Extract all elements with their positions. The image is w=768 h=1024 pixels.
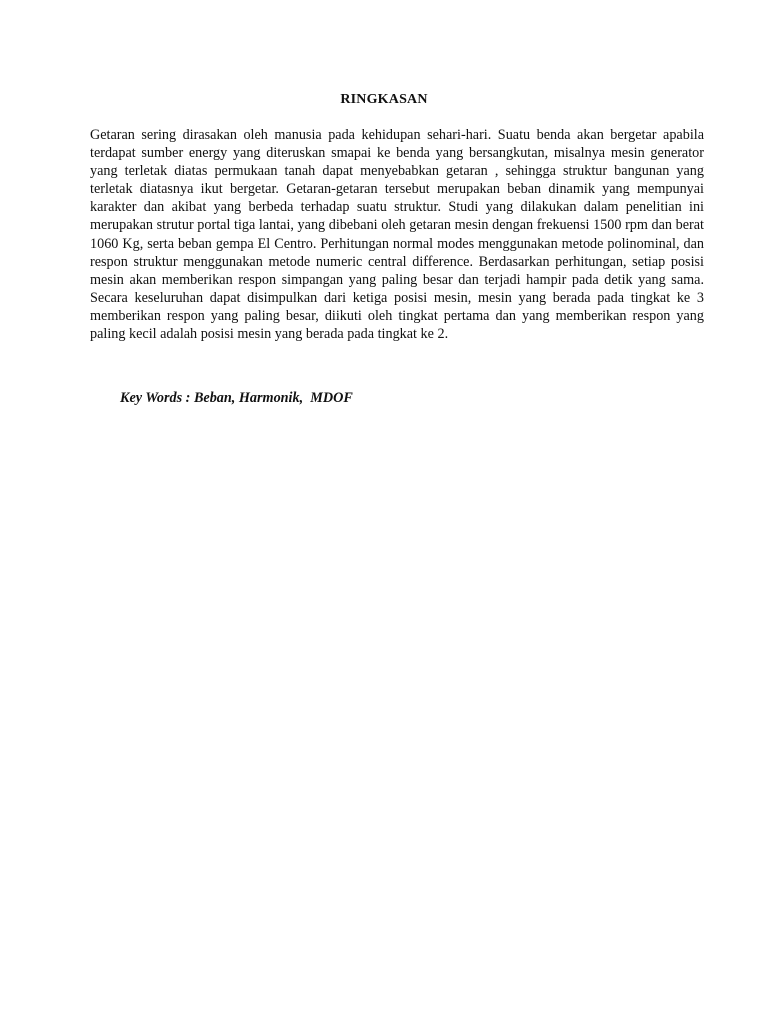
keywords-line: Key Words : Beban, Harmonik, MDOF: [120, 390, 353, 406]
page-title: RINGKASAN: [340, 92, 428, 107]
abstract-paragraph: Getaran sering dirasakan oleh manusia pada kehidupan sehari-hari. Suatu benda akan bergetar apabila terdapat sumber energy yang diteruskan smapai ke benda yang bersangkutan, misalnya mesin generator yang terletak diatas permukaan tanah dapat menyebabkan getaran , sehingga struktur bangunan yang terletak diatasnya ikut bergetar. Getaran-getaran tersebut merupakan beban dinamik yang mempunyai karakter dan akibat yang berbeda terhadap suatu struktur. Studi yang dilakukan dalam penelitian ini merupakan strutur portal tiga lantai, yang dibebani oleh getaran mesin dengan frekuensi 1500 rpm dan berat 1060 Kg, serta beban gempa El Centro. Perhitungan normal modes menggunakan metode polinominal, dan respon struktur menggunakan metode numeric central difference. Berdasarkan perhitungan, setiap posisi mesin akan memberikan respon simpangan yang paling besar dan terjadi hampir pada detik yang sama. Secara keseluruhan dapat disimpulkan dari ketiga posisi mesin, mesin yang berada pada tingkat ke 3 memberikan respon yang paling besar, diikuti oleh tingkat pertama dan yang memberikan respon yang paling kecil adalah posisi mesin yang berada pada tingkat ke 2.: [90, 127, 704, 343]
